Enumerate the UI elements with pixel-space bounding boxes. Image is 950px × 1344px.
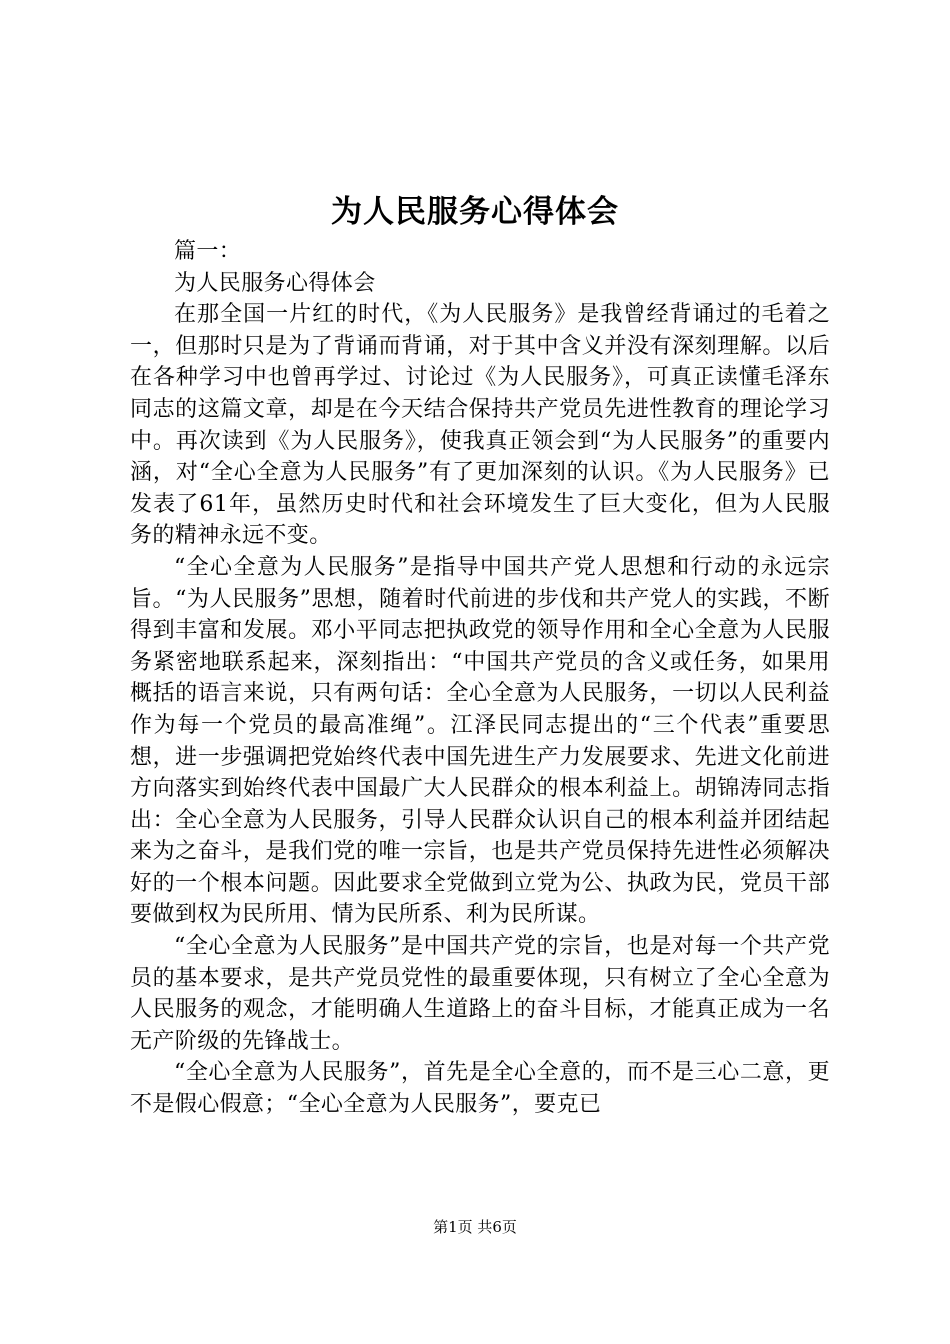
body-paragraph: “全心全意为人民服务”是中国共产党的宗旨，也是对每一个共产党员的基本要求，是共产党员党性的最重要体现，只有树立了全心全意为人民服务的观念，才能明确人生道路上的奋斗目标，才能真正成为一名无产阶级的先锋战士。	[130, 934, 830, 1054]
body-paragraph: “全心全意为人民服务”，首先是全心全意的，而不是三心二意，更不是假心假意；“全心全意为人民服务”，要克已	[130, 1060, 830, 1118]
page-number-footer: 第1页 共6页	[433, 1218, 517, 1236]
document-body	[130, 236, 830, 1121]
section-heading: 为人民服务心得体会	[174, 270, 376, 296]
section-label: 篇一：	[174, 239, 242, 264]
body-paragraph: 在那全国一片红的时代，《为人民服务》是我曾经背诵过的毛着之一，但那时只是为了背诵而背诵，对于其中含义并没有深刻理解。以后在各种学习中也曾再学过、讨论过《为人民服务》，可真正读懂毛泽东同志的这篇文章，却是在今天结合保持共产党员先进性教育的理论学习中。再次读到《为人民服务》，使我真正领会到“为人民服务”的重要内涵，对“全心全意为人民服务”有了更加深刻的认识。《为人民服务》已发表了61年，虽然历史时代和社会环境发生了巨大变化，但为人民服务的精神永远不变。	[130, 302, 830, 549]
document-title: 为人民服务心得体会	[331, 194, 619, 230]
body-paragraph: “全心全意为人民服务”是指导中国共产党人思想和行动的永远宗旨。“为人民服务”思想，随着时代前进的步伐和共产党人的实践，不断得到丰富和发展。邓小平同志把执政党的领导作用和全心全意为人民服务紧密地联系起来，深刻指出：“中国共产党员的含义或任务，如果用概括的语言来说，只有两句话：全心全意为人民服务，一切以人民利益作为每一个党员的最高准绳”。江泽民同志提出的“三个代表”重要思想，进一步强调把党始终代表中国先进生产力发展要求、先进文化前进方向落实到始终代表中国最广大人民群众的根本利益上。胡锦涛同志指出：全心全意为人民服务，引导人民群众认识自己的根本利益并团结起来为之奋斗，是我们党的唯一宗旨，也是共产党员保持先进性必须解决好的一个根本问题。因此要求全党做到立党为公、执政为民，党员干部要做到权为民所用、情为民所系、利为民所谋。	[130, 554, 830, 928]
